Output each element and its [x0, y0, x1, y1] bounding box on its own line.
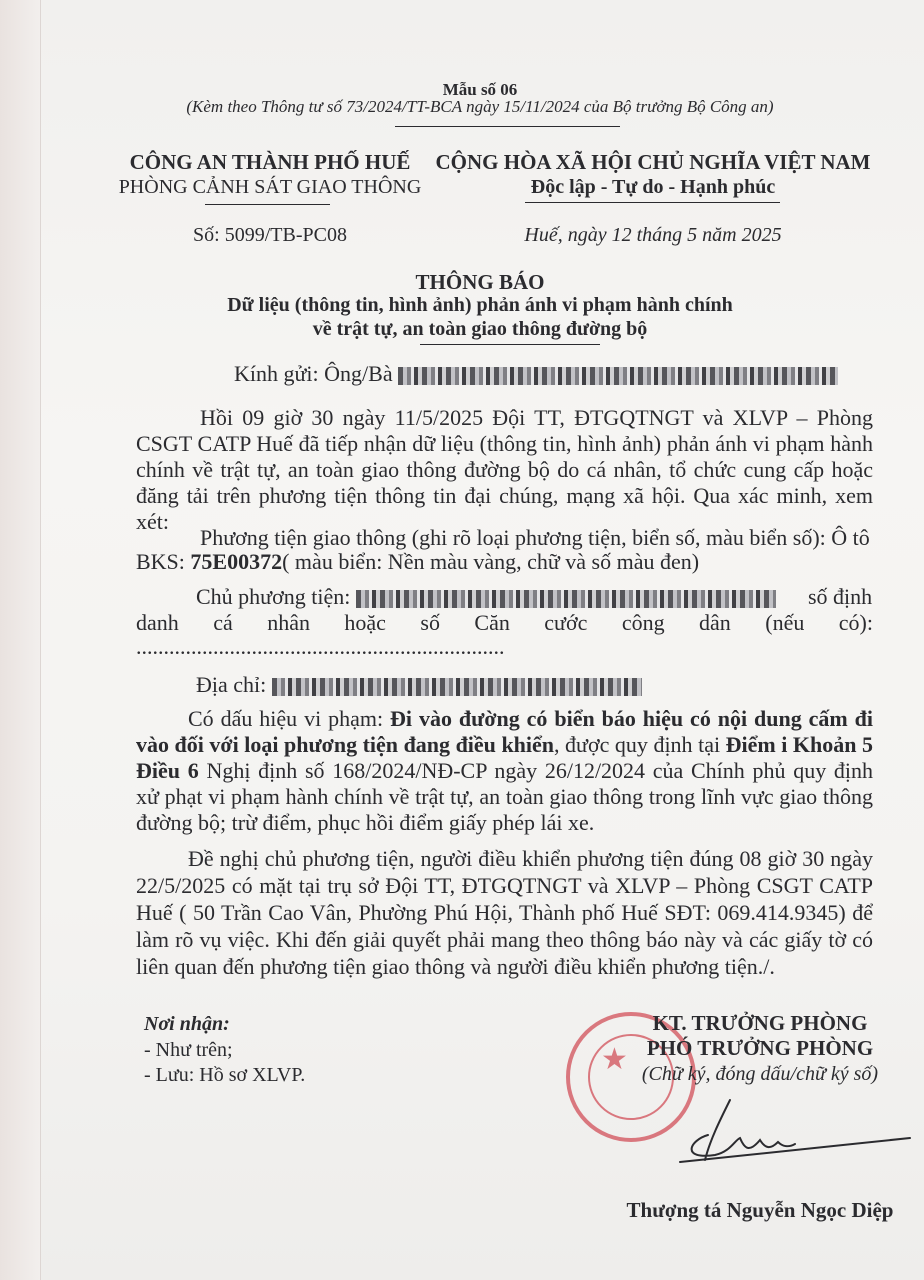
issue-date: Huế, ngày 12 tháng 5 năm 2025: [524, 224, 782, 246]
signer-title-1: KT. TRƯỞNG PHÒNG: [652, 1011, 868, 1035]
recipient-item-1: - Như trên;: [144, 1039, 233, 1061]
document-subtitle-line2: về trật tự, an toàn giao thông đường bộ: [312, 318, 648, 340]
intro-paragraph: Hồi 09 giờ 30 ngày 11/5/2025 Đội TT, ĐTGQTNGT và XLVP – Phòng CSGT CATP Huế đã tiếp nhận dữ liệu (thông tin, hình ảnh) phản ánh vi phạm hành chính về trật tự, an toàn giao thông đường bộ do cá nhân, tổ chức cung cấp hoặc đăng tải trên phương tiện thông tin đại chúng, mạng xã hội. Qua xác minh, xem xét:: [136, 405, 873, 534]
stamp-star-icon: ★: [601, 1043, 628, 1076]
recipient-line: [234, 361, 838, 387]
department-name: PHÒNG CẢNH SÁT GIAO THÔNG: [118, 176, 422, 198]
plate-number: 75E00372: [190, 549, 283, 574]
plate-prefix: BKS:: [136, 549, 185, 574]
address-label: Địa chỉ:: [196, 672, 267, 697]
violation-paragraph: [136, 706, 873, 836]
owner-label: Chủ phương tiện:: [196, 584, 351, 609]
violation-prefix: Có dấu hiệu vi phạm:: [188, 706, 384, 731]
redacted-name: [398, 367, 838, 385]
document-title: THÔNG BÁO: [415, 270, 545, 294]
signer-title-2: PHÓ TRƯỞNG PHÒNG: [646, 1036, 874, 1060]
document-subtitle-line1: Dữ liệu (thông tin, hình ảnh) phản ánh vi phạm hành chính: [227, 294, 733, 316]
violation-content: Đi vào đường có biển báo hiệu có nội dung cấm đi vào đối với loại phương tiện đang điều khiển: [136, 706, 874, 757]
form-number: Mẫu số 06: [442, 80, 518, 99]
signature-note: (Chữ ký, đóng dấu/chữ ký số): [641, 1063, 879, 1085]
plate-color: ( màu biển: Nền màu vàng, chữ và số màu đen): [282, 549, 700, 574]
handwritten-signature: [620, 1090, 920, 1170]
paper-stack-edge: [0, 0, 41, 1280]
owner-id-dots: ...................................................................: [136, 634, 505, 659]
violation-middle: , được quy định tại: [554, 732, 721, 757]
owner-id-line: danh cá nhân hoặc số Căn cước công dân (nếu có):: [136, 610, 873, 635]
divider: [395, 126, 620, 127]
owner-line: [196, 584, 776, 610]
form-reference: (Kèm theo Thông tư số 73/2024/TT-BCA ngày 15/11/2024 của Bộ trưởng Bộ Công an): [186, 97, 774, 116]
recipient-label: Kính gửi: Ông/Bà: [234, 361, 393, 386]
violation-clause: Điểm i Khoản 5 Điều 6: [136, 732, 873, 783]
recipient-item-2: - Lưu: Hồ sơ XLVP.: [144, 1064, 306, 1086]
vehicle-plate-line: [136, 549, 699, 575]
document-number: Số: 5099/TB-PC08: [193, 224, 347, 246]
divider: [205, 204, 330, 205]
violation-rest: Nghị định số 168/2024/NĐ-CP ngày 26/12/2024 của Chính phủ quy định xử phạt vi phạm hành chính về trật tự, an toàn giao thông trong lĩnh vực giao thông đường bộ; trừ điểm, phục hồi điểm giấy phép lái xe.: [136, 758, 874, 835]
national-motto: Độc lập - Tự do - Hạnh phúc: [530, 176, 776, 198]
redacted-owner: [356, 590, 776, 608]
signer-name: Thượng tá Nguyễn Ngọc Diệp: [626, 1198, 894, 1222]
recipients-label: Nơi nhận:: [144, 1013, 230, 1035]
divider: [525, 202, 780, 203]
address-line: [196, 672, 642, 698]
redacted-address: [272, 678, 642, 696]
request-paragraph: Đề nghị chủ phương tiện, người điều khiển phương tiện đúng 08 giờ 30 ngày 22/5/2025 có mặt tại trụ sở Đội TT, ĐTGQTNGT và XLVP – Phòng CSGT CATP Huế ( 50 Trần Cao Vân, Phường Phú Hội, Thành phố Huế SĐT: 069.414.9345) để làm rõ vụ việc. Khi đến giải quyết phải mang theo thông báo này và các giấy tờ có liên quan đến phương tiện giao thông và người điều khiển phương tiện./.: [136, 846, 873, 979]
divider: [420, 344, 600, 345]
agency-name: CÔNG AN THÀNH PHỐ HUẾ: [129, 150, 411, 174]
nation-title: CỘNG HÒA XÃ HỘI CHỦ NGHĨA VIỆT NAM: [435, 150, 871, 174]
owner-id-suffix: số định: [808, 584, 873, 609]
vehicle-label: Phương tiện giao thông (ghi rõ loại phương tiện, biển số, màu biển số): Ô tô: [200, 525, 870, 550]
